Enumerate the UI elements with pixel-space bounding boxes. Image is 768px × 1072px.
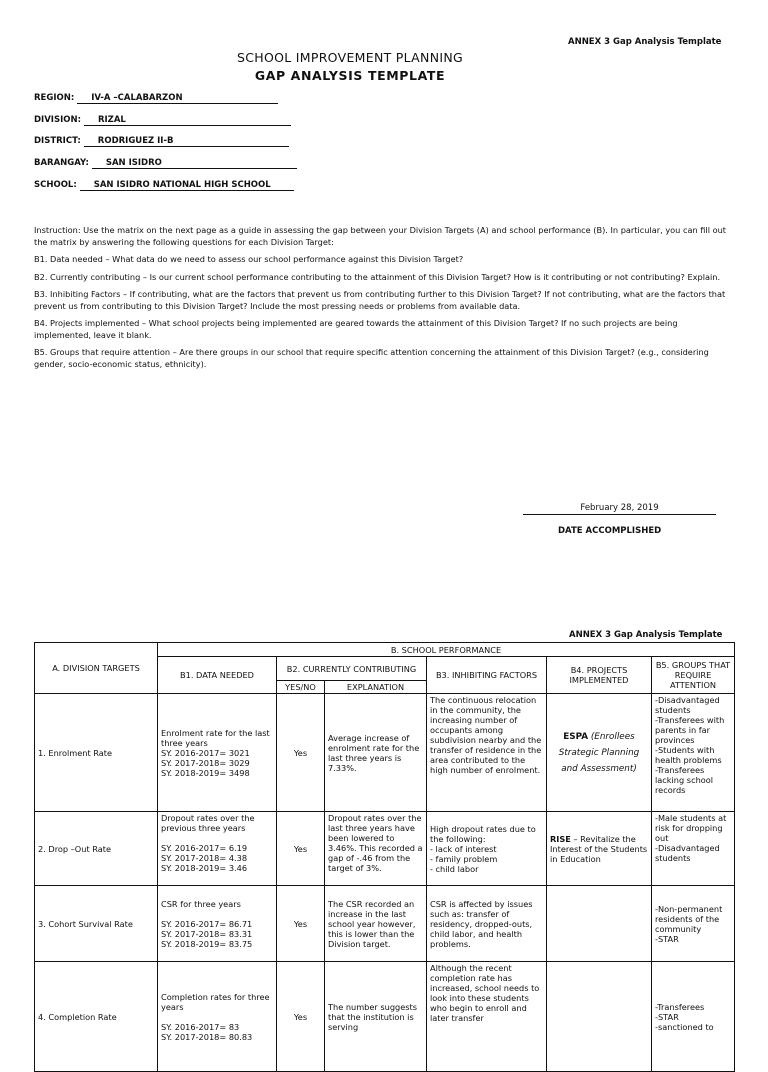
inhibiting-factors-cell: High dropout rates due to the following: - lack of interest - family problem - child labor: [427, 812, 547, 886]
school-field: [34, 180, 294, 191]
annex-label: ANNEX 3 Gap Analysis Template: [568, 37, 722, 47]
header-b3: B3. INHIBITING FACTORS: [427, 657, 547, 694]
explanation-cell: Average increase of enrolment rate for the last three years is 7.33%.: [325, 694, 427, 812]
division-value: RIZAL: [84, 115, 291, 126]
school-value: SAN ISIDRO NATIONAL HIGH SCHOOL: [80, 180, 294, 191]
district-field: [34, 136, 289, 147]
date-accomplished-value: February 28, 2019: [523, 503, 716, 515]
header-b5: B5. GROUPS THAT REQUIRE ATTENTION: [652, 657, 735, 694]
data-needed-cell: Completion rates for three years SY. 2016-2017= 83 SY. 2017-2018= 80.83: [158, 962, 277, 1072]
date-accomplished-label: DATE ACCOMPLISHED: [558, 526, 662, 536]
project-description: (Enrollees Strategic Planning and Assessment): [558, 731, 640, 774]
instruction-b3: B3. Inhibiting Factors – If contributing, what are the factors that prevent us from contributing further to this Division Target? If not contributing, what are the factors that prevent us from contributing to this Division Target? Include the most pressing needs or problems from available data.: [34, 289, 726, 311]
region-label: REGION:: [34, 93, 75, 103]
groups-cell: -Transferees -STAR -sanctioned to: [652, 962, 735, 1072]
document-subtitle: GAP ANALYSIS TEMPLATE: [254, 68, 446, 83]
instruction-text: Instruction: Use the matrix on the next page as a guide in assessing the gap between your Division Targets (A) and school performance (B). In particular, you can fill out the matrix by answering the following questions for each Division Target:: [34, 225, 727, 247]
explanation-cell: The CSR recorded an increase in the last school year however, this is lower than the Division target.: [325, 886, 427, 962]
region-field: [34, 93, 278, 104]
header-b1: B1. DATA NEEDED: [158, 657, 277, 694]
inhibiting-factors-cell: Although the recent completion rate has increased, school needs to look into these students who begin to enroll and later transfer: [427, 962, 547, 1072]
gap-analysis-table: [34, 642, 735, 1072]
header-division-targets: A. DIVISION TARGETS: [35, 643, 158, 694]
header-b4: B4. PROJECTS IMPLEMENTED: [547, 657, 652, 694]
groups-cell: -Disadvantaged students -Transferees with parents in far provinces -Students with health problems -Transferees lacking school records: [652, 694, 735, 812]
project-cell: [547, 886, 652, 962]
inhibiting-factors-cell: CSR is affected by issues such as: transfer of residency, dropped-outs, child labor, and health problems.: [427, 886, 547, 962]
yes-no-cell: Yes: [277, 962, 325, 1072]
table-row: [35, 962, 735, 1072]
target-cell: 4. Completion Rate: [35, 962, 158, 1072]
division-label: DIVISION:: [34, 115, 81, 125]
table-header-row: [35, 643, 735, 657]
target-cell: 3. Cohort Survival Rate: [35, 886, 158, 962]
header-b2: B2. CURRENTLY CONTRIBUTING: [277, 657, 427, 681]
project-description: – Revitalize the Interest of the Students in Education: [550, 833, 648, 864]
inhibiting-factors-cell: The continuous relocation in the community, the increasing number of occupants among subdivision nearby and the transfer of residence in the area contributed to the high number of enrolment.: [427, 694, 547, 812]
instruction-b5: B5. Groups that require attention – Are there groups in our school that require specific attention concerning the attainment of this Division Target? (e.g., considering gender, socio-economic status, ethnicity).: [34, 347, 709, 369]
project-acronym: RISE: [550, 833, 571, 844]
header-yes-no: YES/NO: [277, 681, 325, 694]
project-cell: [547, 812, 652, 886]
barangay-field: [34, 158, 297, 169]
table-row: [35, 694, 735, 812]
data-needed-cell: Dropout rates over the previous three years SY. 2016-2017= 6.19 SY. 2017-2018= 4.38 SY. 2018-2019= 3.46: [158, 812, 277, 886]
division-field: [34, 115, 291, 126]
instructions-block: [34, 225, 734, 376]
region-value: IV-A –CALABARZON: [77, 93, 278, 104]
project-acronym: ESPA: [563, 731, 589, 742]
project-cell: [547, 962, 652, 1072]
instruction-b1: B1. Data needed – What data do we need to assess our school performance against this Division Target?: [34, 254, 464, 264]
district-value: RODRIGUEZ II-B: [84, 136, 289, 147]
explanation-cell: Dropout rates over the last three years have been lowered to 3.46%. This recorded a gap of -.46 from the target of 3%.: [325, 812, 427, 886]
explanation-cell: The number suggests that the institution is serving: [325, 962, 427, 1072]
target-cell: 2. Drop –Out Rate: [35, 812, 158, 886]
yes-no-cell: Yes: [277, 694, 325, 812]
document-title: SCHOOL IMPROVEMENT PLANNING: [237, 50, 463, 65]
yes-no-cell: Yes: [277, 886, 325, 962]
district-label: DISTRICT:: [34, 136, 81, 146]
data-needed-cell: CSR for three years SY. 2016-2017= 86.71 SY. 2017-2018= 83.31 SY. 2018-2019= 83.75: [158, 886, 277, 962]
groups-cell: -Non-permanent residents of the community -STAR: [652, 886, 735, 962]
header-school-performance: B. SCHOOL PERFORMANCE: [158, 643, 735, 657]
barangay-label: BARANGAY:: [34, 158, 89, 168]
project-cell: [547, 694, 652, 812]
instruction-b2: B2. Currently contributing – Is our current school performance contributing to the attainment of this Division Target? How is it contributing or not contributing? Explain.: [34, 271, 721, 282]
target-cell: 1. Enrolment Rate: [35, 694, 158, 812]
groups-cell: -Male students at risk for dropping out -Disadvantaged students: [652, 812, 735, 886]
yes-no-cell: Yes: [277, 812, 325, 886]
header-explanation: EXPLANATION: [325, 681, 427, 694]
table-row: [35, 886, 735, 962]
table-row: [35, 812, 735, 886]
data-needed-cell: Enrolment rate for the last three years SY. 2016-2017= 3021 SY. 2017-2018= 3029 SY. 2018-2019= 3498: [158, 694, 277, 812]
table-annex-label: ANNEX 3 Gap Analysis Template: [569, 630, 723, 640]
instruction-b4: B4. Projects implemented – What school projects being implemented are geared towards the attainment of this Division Target? If no such projects are being implemented, leave it blank.: [34, 318, 678, 340]
barangay-value: SAN ISIDRO: [92, 158, 297, 169]
school-label: SCHOOL:: [34, 180, 77, 190]
